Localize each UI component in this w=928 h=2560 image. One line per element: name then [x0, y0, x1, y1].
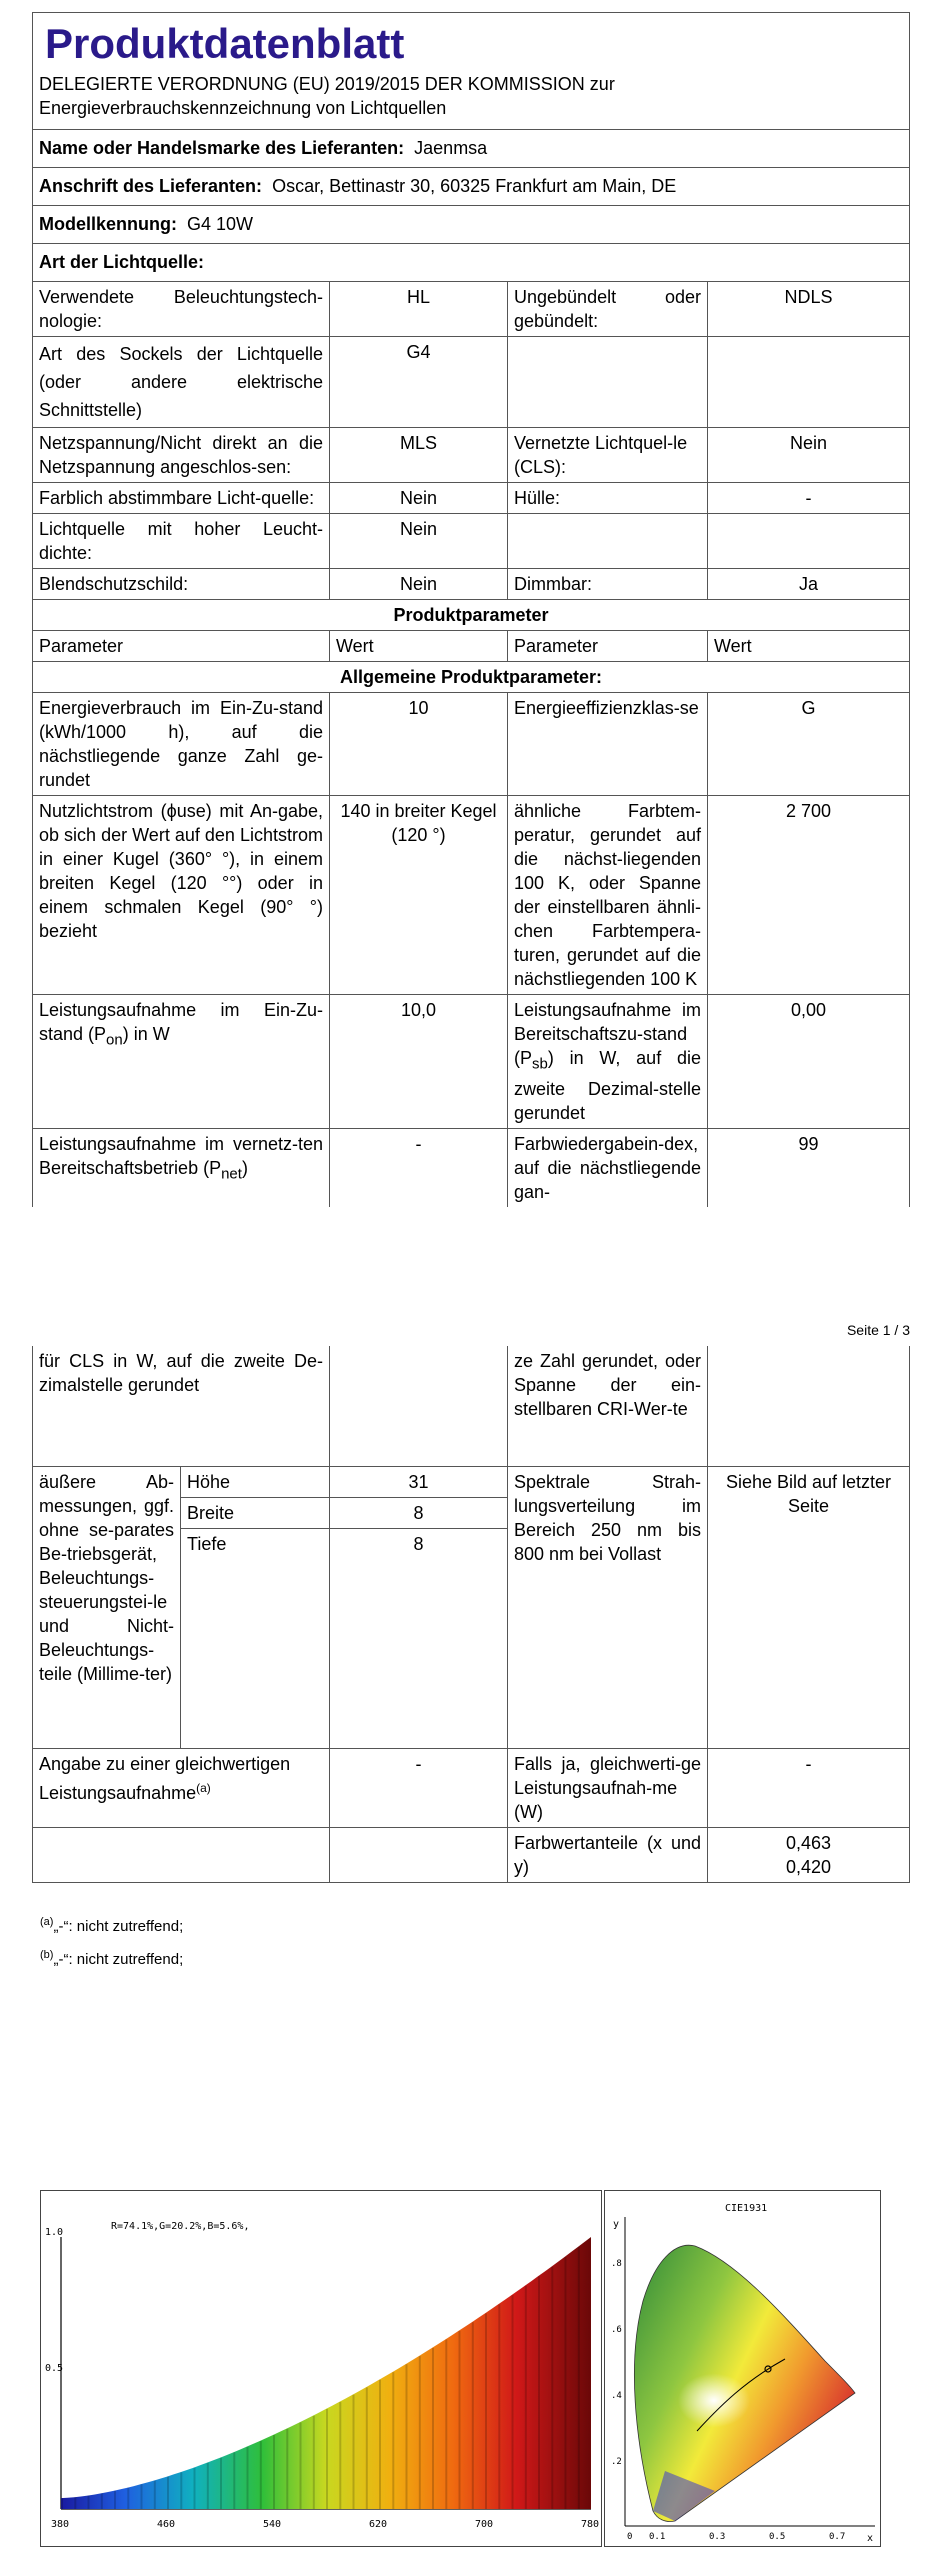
equiv-power-label: Falls ja, gleichwerti-ge Leistungsaufnah-me (W)	[508, 1748, 708, 1827]
cie-y-axis-letter: y	[613, 2219, 620, 2230]
footnote-a: $^{(a)}$„-“: nicht zutreffend;	[40, 1916, 184, 1935]
tech-value: HL	[330, 282, 508, 337]
cie-x-tick: 0.1	[649, 2532, 666, 2542]
spectral-stripe	[207, 2463, 209, 2509]
footnote-b: $^{(b)}$„-“: nicht zutreffend;	[40, 1949, 184, 1968]
bundled-label: Ungebündelt oder gebündelt:	[508, 282, 708, 337]
spectral-stripe	[233, 2452, 235, 2509]
cie-y-tick: .8	[611, 2259, 622, 2269]
spectral-stripe	[538, 2276, 540, 2509]
flux-value: 140 in breiter Kegel (120 °)	[330, 796, 508, 995]
spectral-stripe	[353, 2395, 355, 2509]
model-label: Modellkennung:	[39, 214, 177, 234]
y-tick-label-2: 0.5	[45, 2363, 64, 2374]
tunable-label: Farblich abstimmbare Licht-quelle:	[33, 483, 330, 514]
col-header-value: Wert	[330, 631, 508, 662]
cie-svg	[605, 2191, 880, 2546]
supplier-name-label: Name oder Handelsmarke des Lieferanten:	[39, 138, 405, 158]
chroma-y: 0,420	[785, 1856, 832, 1877]
cie-x-tick: 0.3	[709, 2532, 726, 2542]
width-value: 8	[330, 1497, 508, 1528]
x-tick-label: 380	[51, 2519, 70, 2530]
section-product-parameters: Produktparameter	[33, 600, 910, 631]
spd-value: Siehe Bild auf letzter Seite	[708, 1466, 910, 1748]
cct-label: ähnliche Farbtem-peratur, gerundet auf die nächst-liegenden 100 K, oder Spanne der einstellbaren ähnli-chen Farbtempera-turen, gerundet auf die nächstliegenden 100 K	[508, 796, 708, 995]
spectral-stripe	[247, 2447, 249, 2509]
highlum-value: Nein	[330, 514, 508, 569]
spectral-stripe	[565, 2257, 567, 2509]
regulation-line-1: DELEGIERTE VERORDNUNG (EU) 2019/2015 DER KOMMISSION zur	[39, 74, 615, 94]
equiv-power-value: -	[708, 1748, 910, 1827]
datasheet-page-2	[32, 1346, 909, 1883]
spectral-stripe	[313, 2416, 315, 2509]
spectrum-legend: R=74.1%,G=20.2%,B=5.6%,	[111, 2221, 250, 2232]
cie-x-axis-letter: x	[867, 2533, 874, 2544]
cie-y-tick: .2	[611, 2457, 622, 2467]
spectral-stripe	[141, 2484, 143, 2509]
spectral-stripe	[498, 2304, 500, 2509]
col-header-parameter: Parameter	[33, 631, 330, 662]
cie-x-tick: 0	[627, 2532, 633, 2542]
spectral-stripe	[512, 2295, 514, 2509]
eclass-label: Energieeffizienzklas-se	[508, 693, 708, 796]
empty-cell	[508, 514, 708, 569]
supplier-address-label: Anschrift des Lieferanten:	[39, 176, 263, 196]
spectral-stripe	[472, 2322, 474, 2509]
energy-value: 10	[330, 693, 508, 796]
x-tick-label: 460	[157, 2519, 176, 2530]
spectral-stripe	[167, 2477, 169, 2509]
psb-value: 0,00	[708, 995, 910, 1129]
supplier-name-value: Jaenmsa	[414, 138, 488, 158]
spectral-stripe	[406, 2364, 408, 2509]
cri-value: 99	[708, 1128, 910, 1207]
tunable-value: Nein	[330, 483, 508, 514]
antiglare-label: Blendschutzschild:	[33, 569, 330, 600]
spectral-stripe	[459, 2331, 461, 2509]
datasheet-page-1	[32, 12, 909, 1207]
width-label: Breite	[181, 1497, 330, 1528]
spectral-stripe	[88, 2496, 90, 2509]
spectral-stripe	[326, 2409, 328, 2509]
page-number: Seite 1 / 3	[846, 1322, 910, 1338]
spd-label: Spektrale Strah-lungsverteilung im Bereich 250 nm bis 800 nm bei Vollast	[508, 1466, 708, 1748]
socket-value: G4	[330, 337, 508, 428]
footnotes	[40, 1908, 183, 1974]
antiglare-value: Nein	[330, 569, 508, 600]
pnet-value: -	[330, 1128, 508, 1207]
spectral-stripe	[273, 2435, 275, 2509]
socket-label: Art des Sockels der Lichtquelle (oder andere elektrische Schnittstelle)	[33, 337, 330, 428]
spectral-stripe	[114, 2491, 116, 2509]
equiv-label: Angabe zu einer gleichwertigen Leistungsaufnahme$^{(a)}$	[33, 1748, 330, 1827]
x-tick-label: 620	[369, 2519, 388, 2530]
regulation-line-2: Energieverbrauchskennzeichnung von Lichtquellen	[39, 98, 447, 118]
cie-y-tick: .4	[611, 2391, 622, 2401]
spectral-stripe	[379, 2380, 381, 2509]
spectral-stripe	[286, 2429, 288, 2509]
x-tick-label: 540	[263, 2519, 282, 2530]
spectral-stripe	[74, 2497, 76, 2509]
envelope-value: -	[708, 483, 910, 514]
spectral-stripe	[154, 2481, 156, 2509]
spectral-stripe	[127, 2488, 129, 2509]
supplier-name-row	[33, 130, 910, 168]
empty-cell	[330, 1827, 508, 1882]
spectral-stripe	[392, 2372, 394, 2509]
cri-label: Farbwiedergabein-dex, auf die nächstliegende gan-	[508, 1128, 708, 1207]
pnet-label: Leistungsaufnahme im vernetz-ten Bereitschaftsbetrieb $(P_{net})$	[33, 1128, 330, 1207]
chroma-value	[708, 1827, 910, 1882]
datasheet-table-continued	[32, 1346, 910, 1883]
mains-label: Netzspannung/Nicht direkt an die Netzspannung angeschlos-sen:	[33, 428, 330, 483]
dimmable-label: Dimmbar:	[508, 569, 708, 600]
model-row	[33, 206, 910, 244]
spectral-stripe	[525, 2286, 527, 2509]
x-tick-labels	[51, 2519, 599, 2530]
section-general-parameters: Allgemeine Produktparameter:	[33, 662, 910, 693]
energy-label: Energieverbrauch im Ein-Zu-stand (kWh/1000 h), auf die nächstliegende ganze Zahl ge-rundet	[33, 693, 330, 796]
empty-cell	[33, 1827, 330, 1882]
y-tick-label-1: 1.0	[45, 2227, 64, 2238]
supplier-address-row	[33, 168, 910, 206]
pnet-label-continued: für CLS in W, auf die zweite De-zimalstelle gerundet	[33, 1346, 330, 1466]
height-value: 31	[330, 1466, 508, 1497]
header-cell	[33, 13, 910, 130]
spectral-stripe	[445, 2340, 447, 2510]
spectral-stripe	[339, 2402, 341, 2509]
spectral-stripe	[432, 2348, 434, 2509]
model-value: G4 10W	[187, 214, 254, 234]
tech-label: Verwendete Beleuchtungstech-nologie:	[33, 282, 330, 337]
empty-cell	[508, 337, 708, 428]
mains-value: MLS	[330, 428, 508, 483]
spectral-stripe	[485, 2313, 487, 2509]
empty-cell	[708, 514, 910, 569]
cie-x-tick: 0.5	[769, 2532, 786, 2542]
equiv-value: -	[330, 1748, 508, 1827]
spectral-stripe	[260, 2441, 262, 2509]
height-label: Höhe	[181, 1466, 330, 1497]
cls-label: Vernetzte Lichtquel-le (CLS):	[508, 428, 708, 483]
empty-cell	[708, 337, 910, 428]
spectral-stripe	[419, 2356, 421, 2509]
cie-y-tick: .6	[611, 2325, 622, 2335]
cls-value: Nein	[708, 428, 910, 483]
col-header-parameter: Parameter	[508, 631, 708, 662]
cie-title: CIE1931	[725, 2203, 768, 2214]
spectral-chart	[40, 2190, 602, 2547]
chroma-label: Farbwertanteile (x und y)	[508, 1827, 708, 1882]
cri-label-continued: ze Zahl gerundet, oder Spanne der ein-stellbaren CRI-Wer-te	[508, 1346, 708, 1466]
x-tick-label: 700	[475, 2519, 494, 2530]
flux-label: Nutzlichtstrom (ϕuse) mit An-gabe, ob sich der Wert auf den Lichtstrom in einer Kugel (360° °), in einem breiten Kegel (120 °°) oder in einem schmalen Kegel (90° °) bezieht	[33, 796, 330, 995]
envelope-label: Hülle:	[508, 483, 708, 514]
highlum-label: Lichtquelle mit hoher Leucht-dichte:	[33, 514, 330, 569]
chroma-x: 0,463	[785, 1832, 832, 1853]
cie-chart	[604, 2190, 881, 2547]
supplier-address-value: Oscar, Bettinastr 30, 60325 Frankfurt am Main, DE	[272, 176, 677, 196]
spectral-stripe	[101, 2493, 103, 2509]
cie-white-region	[660, 2351, 780, 2441]
spectral-stripe	[61, 2498, 63, 2509]
empty-cell	[330, 1346, 508, 1466]
spectral-svg	[41, 2191, 601, 2546]
lightsource-type-label: Art der Lichtquelle:	[33, 244, 910, 282]
spectral-stripe	[180, 2472, 182, 2509]
col-header-value: Wert	[708, 631, 910, 662]
x-tick-label: 780	[581, 2519, 600, 2530]
spectral-stripe	[366, 2387, 368, 2509]
dimensions-label: äußere Ab-messungen, ggf. ohne se-parates Be-triebsgerät, Beleuchtungs-steuerungstei-le und Nicht-Beleuchtungs-teile (Millime-ter)	[33, 1466, 181, 1748]
pon-label: Leistungsaufnahme im Ein-Zu-stand $(P_{on})$ in W	[33, 995, 330, 1129]
empty-cell	[708, 1346, 910, 1466]
depth-value: 8	[330, 1528, 508, 1748]
spectral-stripe	[220, 2458, 222, 2509]
bundled-value: NDLS	[708, 282, 910, 337]
spectrum-figure	[40, 2190, 880, 2550]
cct-value: 2 700	[708, 796, 910, 995]
cie-x-tick: 0.7	[829, 2532, 846, 2542]
spectral-stripe	[194, 2468, 196, 2509]
spectral-stripe	[578, 2247, 580, 2509]
depth-label: Tiefe	[181, 1528, 330, 1748]
spectral-stripe	[300, 2422, 302, 2509]
page-title: Produktdatenblatt	[45, 20, 405, 67]
psb-label: Leistungsaufnahme im Bereitschaftszu-stand $(P_{sb})$ in W, auf die zweite Dezimal-stelle gerundet	[508, 995, 708, 1129]
eclass-value: G	[708, 693, 910, 796]
spectral-stripe	[551, 2267, 553, 2509]
dimmable-value: Ja	[708, 569, 910, 600]
pon-value: 10,0	[330, 995, 508, 1129]
datasheet-table	[32, 12, 910, 1207]
